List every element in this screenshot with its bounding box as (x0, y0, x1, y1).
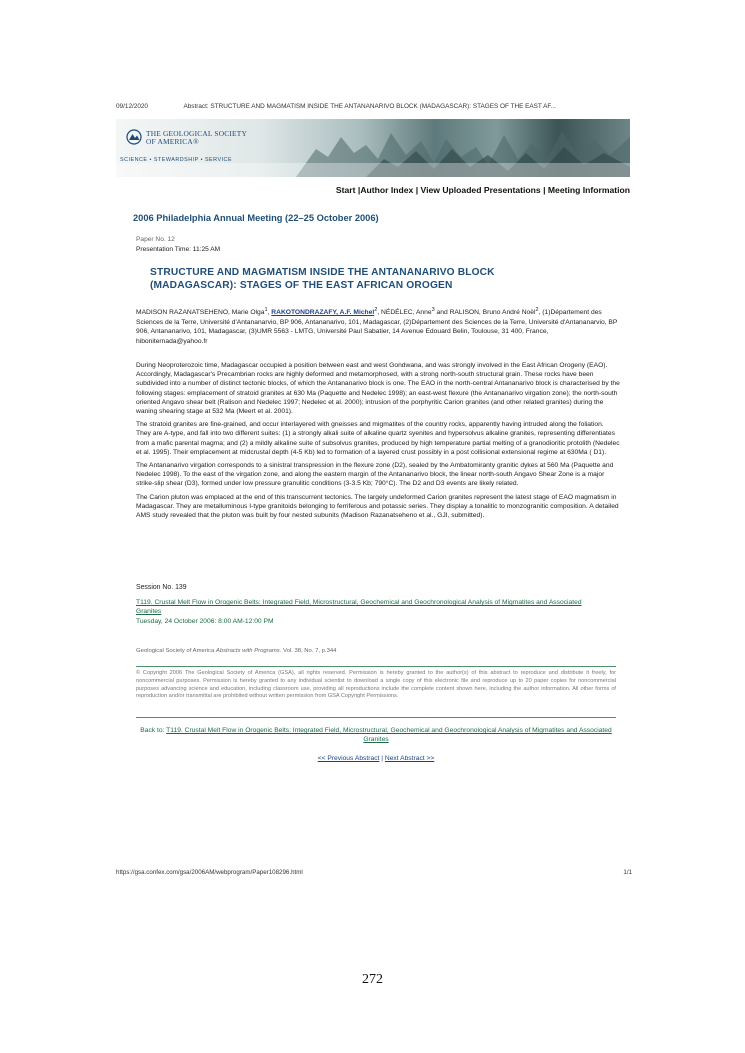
logo-line-1: THE GEOLOGICAL SOCIETY (146, 129, 248, 138)
nav-separator: | (540, 185, 548, 195)
nav-separator: | (355, 185, 361, 195)
abstract-paragraph: The stratoid granites are fine-grained, and occur interlayered with gneisses and migmatites of the country rocks, apparently having intruded along the foliation. They are A-type, and fall into two different suites: (1) a strongly alkali suite of alkaline quartz syenites and hypersolvus alkaline granites, representing differentiates from a mafic parental magma; and (2) a mildly alkaline suite of subsolvus granites, produced by high temperature partial melting of a granodioritic protolith (Nedelec et al. 1995). Their emplacement at midcrustal depth (4-5 Kb) led to formation of a layered crust possibly in a post collisional extensional regime at 630Ma ( D1). (136, 421, 620, 456)
presentation-time: Presentation Time: 11:25 AM (136, 246, 221, 253)
paper-number: Paper No. 12 (136, 236, 175, 243)
citation-journal: Abstracts with Programs. (215, 648, 282, 654)
footer-url: https://gsa.confex.com/gsa/2006AM/webprogram/Paper108296.html (116, 869, 303, 876)
nav-view-uploaded-link[interactable]: View Uploaded Presentations (420, 185, 541, 195)
footer-page-count: 1/1 (623, 869, 632, 876)
top-nav (116, 185, 630, 195)
citation (136, 648, 336, 654)
citation-prefix: Geological Society of America (136, 648, 216, 654)
session-time: Tuesday, 24 October 2006: 8:00 AM-12:00 PM (136, 618, 274, 625)
nav-meeting-info-link[interactable]: Meeting Information (547, 185, 630, 195)
nav-author-index-link[interactable]: Author Index (360, 185, 414, 195)
pager-separator: | (379, 755, 385, 762)
divider (136, 666, 616, 667)
gsa-logo-text (146, 130, 247, 146)
affiliations: (1)Département des Sciences de la Terre, Université d'Antananarvio, BP 906, Antananarivo, 101, Madagascar, (2)Département des Sciences de la Terre, Université d'Antananarvio, BP 906, Antananarivo, 101, Madagascar, (3)UMR 5563 - LMTG, Université Paul Sabatier, 14 Avenue Edouard Belin, Toulouse, 31 400, France, hiboniternada@yahoo.fr (136, 309, 618, 346)
author-3: NÉDÉLEC, Anne (381, 309, 432, 317)
abstract-title (150, 266, 610, 292)
abstract-body (136, 361, 620, 524)
abstract-pager (136, 755, 616, 762)
mountain-scenery-image (116, 119, 630, 177)
author-4-sup: 2 (535, 307, 539, 313)
back-to (136, 726, 616, 744)
print-header (116, 103, 636, 110)
gsa-emblem-icon (126, 129, 142, 145)
divider (136, 717, 616, 718)
print-title: Abstract: STRUCTURE AND MAGMATISM INSIDE THE ANTANANARIVO BLOCK (MADAGASCAR): STAGES OF THE EAST AF... (183, 103, 556, 110)
author-3-sup: 3 (431, 307, 435, 313)
back-to-session-link[interactable]: T119. Crustal Melt Flow in Orogenic Belts: Integrated Field, Microstructural, Geochemical and Geochronological Analysis of Migmatites and Associated Granites (166, 727, 612, 743)
logo-line-2: OF AMERICA® (146, 137, 199, 146)
citation-suffix: Vol. 38, No. 7, p.344 (281, 648, 337, 654)
copyright-notice: © Copyright 2006 The Geological Society of America (GSA), all rights reserved. Permission is hereby granted to the author(s) of this abstract to reproduce and distribute it freely, for noncommercial purposes. Permission is hereby granted to any individual scientist to download a single copy of this electronic file and reproduce up to 20 paper copies for noncommercial purposes advancing science and education, including classroom use, providing all reproductions include the complete content shown here, including the author information. All other forms of reproduction and/or transmittal are prohibited without written permission from GSA Copyright Permissions. (136, 670, 616, 700)
abstract-title-line-1: STRUCTURE AND MAGMATISM INSIDE THE ANTANANARIVO BLOCK (150, 267, 495, 278)
authors-block: MADISON RAZANATSEHENO, Marie Olga$^1$, RAKOTONDRAZAFY, A.F. Michel$^2$, NÉDÉLEC, Anne$^3$ and RALISON, Bruno André Noël$^2$, (1)Département des Sciences de la Terre, Université d'Antananarvio, BP 906, Antananarivo, 101, Madagascar, (2)Département des Sciences de la Terre, Université d'Antananarvio, BP 906, Antananarivo, 101, Madagascar, (3)UMR 5563 - LMTG, Université Paul Sabatier, 14 Avenue Edouard Belin, Toulouse, 31 400, France, hiboniternada@yahoo.fr (136, 307, 618, 346)
author-4: RALISON, Bruno André Noël (449, 309, 536, 317)
next-abstract-link[interactable]: Next Abstract >> (384, 755, 435, 762)
author-1-sup: 1 (264, 307, 268, 313)
back-to-label: Back to: (140, 727, 167, 734)
abstract-paragraph: During Neoproterozoic time, Madagascar occupied a position between east and west Gondwana, and was strongly involved in the East African Orogeny (EAO). Accordingly, Madagascar's Precambrian rocks are highly deformed and metamorphosed, with a strong north-south structural grain. These rocks have been subdivided into a number of distinct tectonic blocks, of which the Antananarivo block is one. The EAO in the north-central Antananarivo block is characterised by the following stages: emplacement of stratoid granites at 630 Ma (Paquette and Nedelec 1998); an east-west flexure (the Antananarivo virgation zone); the north-south oriented Angavo shear belt (Ralison and Nedelec 1997; Nedelec et al. 2000); intrusion of the porphyritic Carion granites (and other related granites) during the waning shearing stage at 532 Ma (Meert et al. 2001). (136, 362, 620, 416)
previous-abstract-link[interactable]: << Previous Abstract (317, 755, 380, 762)
meeting-title: 2006 Philadelphia Annual Meeting (22–25 October 2006) (133, 213, 379, 223)
presenting-author-link[interactable]: RAKOTONDRAZAFY, A.F. Michel (271, 309, 375, 317)
nav-separator: | (413, 185, 421, 195)
nav-start-link[interactable]: Start (335, 185, 356, 195)
abstract-title-line-2: (MADAGASCAR): STAGES OF THE EAST AFRICAN OROGEN (150, 280, 453, 291)
page-number: 272 (362, 972, 383, 987)
print-date: 09/12/2020 (116, 103, 148, 110)
gsa-banner (116, 119, 630, 177)
abstract-paragraph: The Antananarivo virgation corresponds to a sinistral transpression in the flexure zone (D2), sealed by the Ambatomiranty granitic dykes at 560 Ma (Paquette and Nedelec 1998). To the east of the virgation zone, and along the eastern margin of the Antananarivo block, the linear north-south Angavo Shear Zone is a major strike-slip shear (D3), formed under low pressure granulitic conditions (3-3.5 Kb; 790°C). The D2 and D3 events are likely related. (136, 462, 614, 488)
session-link[interactable]: T119. Crustal Melt Flow in Orogenic Belts: Integrated Field, Microstructural, Geochemical and Geochronological Analysis of Migmatites and Associated Granites (136, 599, 582, 615)
author-2-sup: 2 (374, 307, 378, 313)
abstract-paragraph: The Carion pluton was emplaced at the end of this transcurrent tectonics. The largely undeformed Carion granites represent the latest stage of EAO magmatism in Madagascar. They are metalluminous I-type granitoids belonging to ferriferous and potassic series. They display a tonalitic to monzogranitic composition. A detailed AMS study revealed that the pluton was built by four nested subunits (Madison Razanatseheno et al., GJI, submitted). (136, 493, 619, 520)
gsa-tagline: SCIENCE • STEWARDSHIP • SERVICE (120, 157, 233, 163)
session-number: Session No. 139 (136, 584, 187, 591)
author-1: MADISON RAZANATSEHENO, Marie Olga (136, 309, 265, 317)
